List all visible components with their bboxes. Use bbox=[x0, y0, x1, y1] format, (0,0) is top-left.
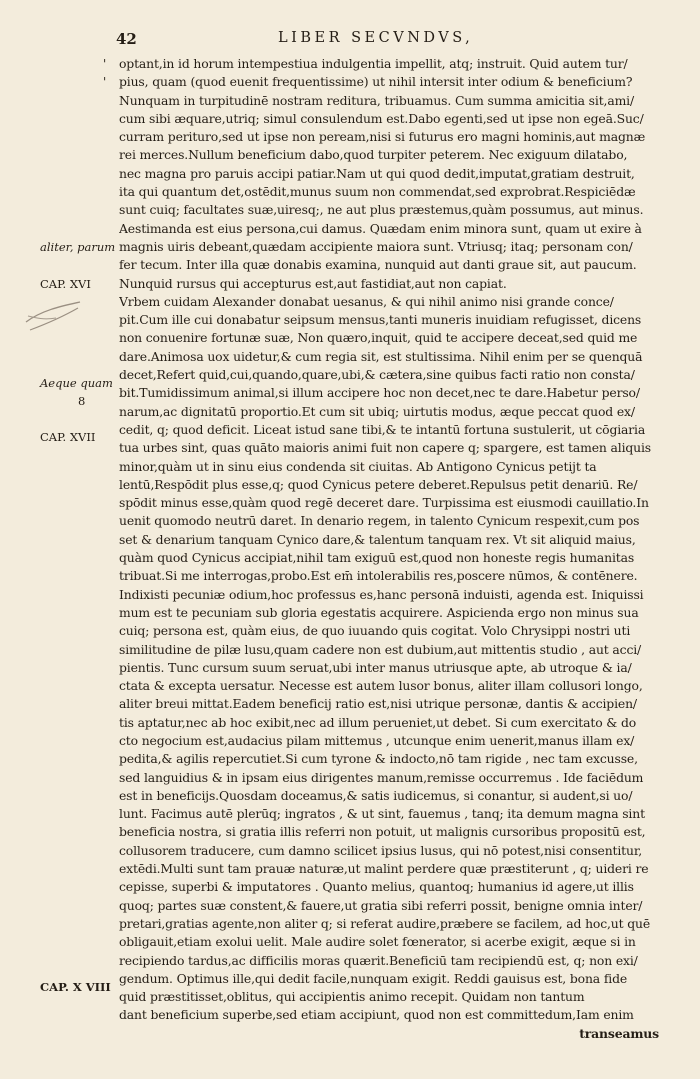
text-line: pit.Cum ille cui donabatur seipsum mensus,tanti muneris inuidiam refugisset, dicens bbox=[119, 312, 642, 328]
text-line: pretari,gratias agente,non aliter q; si referat audire,præbere se facilem, ad hoc,ut quē bbox=[119, 915, 651, 931]
text-line: uenit quomodo neutrū daret. In denario regem, in talento Cynicum respexit,cum pos bbox=[119, 513, 640, 529]
text-line: pientis. Tunc cursum suum seruat,ubi inter manus utriusque apte, ab utroque & ia/ bbox=[119, 659, 632, 675]
text-line: set & denarium tanquam Cynico dare,& talentum tanquam rex. Vt sit aliquid maius, bbox=[119, 531, 636, 547]
text-line: nec magna pro paruis accipi patiar.Nam ut qui quod dedit,imputat,gratiam destruit, bbox=[119, 165, 635, 181]
text-line: est in beneficijs.Quosdam doceamus,& satis iudicemus, si conantur, si audent,si uo/ bbox=[119, 787, 633, 803]
text-line: gendum. Optimus ille,qui dedit facile,nunquam exigit. Reddi gauisus est, bona fide bbox=[119, 970, 628, 986]
text-line: Aestimanda est eius persona,cui damus. Quædam enim minora sunt, quam ut exire à bbox=[119, 220, 642, 236]
text-line: cepisse, superbi & imputatores . Quanto melius, quantoq; humanius id agere,ut illis bbox=[119, 879, 634, 895]
text-line: Vrbem cuidam Alexander donabat uesanus, & qui nihil animo nisi grande conce/ bbox=[119, 293, 614, 309]
chapter-marker-17: CAP. XVII bbox=[40, 430, 96, 444]
text-line: Indixisti pecuniæ odium,hoc professus es,hanc personā induisti, agenda est. Iniquissi bbox=[119, 586, 644, 602]
margin-note-number: 8 bbox=[78, 394, 86, 408]
page-number: 42 bbox=[116, 30, 137, 48]
text-line: lentū,Respōdit plus esse,q; quod Cynicus petere deberet.Repulsus petit denariū. Re/ bbox=[119, 476, 638, 492]
text-line: decet,Refert quid,cui,quando,quare,ubi,& cætera,sine quibus facti ratio non consta/ bbox=[119, 367, 635, 383]
text-line: spōdit minus esse,quàm quod regē deceret dare. Turpissima est eiusmodi cauillatio.In bbox=[119, 495, 649, 511]
text-line: cedit, q; quod deficit. Liceat istud sane tibi,& te intantū fortuna sustulerit, ut cōgiaria bbox=[119, 421, 646, 437]
text-line: extēdi.Multi sunt tam prauæ naturæ,ut malint perdere quæ præstiterunt , q; uideri re bbox=[119, 861, 649, 877]
text-line: minor,quàm ut in sinu eius condenda sit ciuitas. Ab Antigono Cynicus petijt ta bbox=[119, 458, 597, 474]
text-line: obligauit,etiam exolui uelit. Male audire solet fœnerator, si acerbe exigit, æque si in bbox=[119, 934, 636, 950]
text-line: Nunquam in turpitudinē nostram reditura, tribuamus. Cum summa amicitia sit,ami/ bbox=[119, 92, 635, 108]
chapter-marker-18: CAP. X VIII bbox=[40, 980, 111, 994]
text-line: quoq; partes suæ constent,& fauere,ut gratia sibi referri possit, benigne omnia inter/ bbox=[119, 897, 643, 913]
text-line: pius, quam (quod euenit frequentissime) ut nihil intersit inter odium & beneficium? bbox=[119, 74, 633, 90]
text-line: tribuat.Si me interrogas,probo.Est em̄ intolerabilis res,poscere nūmos, & contēnere. bbox=[119, 568, 638, 584]
catchword: transeamus bbox=[579, 1025, 659, 1041]
text-line: rei merces.Nullum beneficium dabo,quod turpiter peterem. Nec exiguum dilatabo, bbox=[119, 147, 628, 163]
margin-mark: ' bbox=[103, 75, 107, 89]
text-line: mum est te pecuniam sub gloria egestatis acquirere. Aspicienda ergo non minus sua bbox=[119, 604, 639, 620]
running-head: LIBER SECVNDVS, bbox=[278, 30, 474, 46]
text-line: collusorem traducere, cum damno scilicet ipsius lusus, qui nō potest,nisi consentitur, bbox=[119, 842, 643, 858]
margin-note-aliter: aliter, parum bbox=[40, 240, 116, 254]
text-line: cto negocium est,audacius pilam mittemus , utcunque enim uenerit,manus illam ex/ bbox=[119, 732, 635, 748]
text-line: ita qui quantum det,ostēdit,munus suum non commendat,sed exprobrat.Respiciēdæ bbox=[119, 184, 636, 200]
text-line: cum sibi æquare,utriq; simul consulendum est.Dabo egenti,sed ut ipse non egeā.Suc/ bbox=[119, 110, 644, 126]
text-line: dare.Animosa uox uidetur,& cum regia sit, est stultissima. Nihil enim per se quenquā bbox=[119, 348, 643, 364]
text-line: tis aptatur,nec ab hoc exibit,nec ad illum perueniet,ut debet. Si cum exercitato & do bbox=[119, 714, 637, 730]
text-line: sunt cuiq; facultates suæ,uiresq;, ne aut plus præstemus,quàm possumus, aut minus. bbox=[119, 202, 644, 218]
text-line: cuiq; persona est, quàm eius, de quo iuuando quis cogitat. Volo Chrysippi nostri uti bbox=[119, 623, 631, 639]
margin-note-aeque: Aeque quam bbox=[40, 376, 113, 390]
text-line: ctata & excepta uersatur. Necesse est autem lusor bonus, aliter illam collusori longo, bbox=[119, 678, 643, 694]
text-line: optant,in id horum intempestiua indulgentia impellit, atq; instruit. Quid autem tur/ bbox=[119, 56, 628, 71]
text-line: fer tecum. Inter illa quæ donabis examina, nunquid aut danti graue sit, aut paucum. bbox=[119, 257, 637, 273]
text-line: curram perituro,sed ut ipse non peream,nisi si futurus ero magni hominis,aut magnæ bbox=[119, 129, 646, 145]
text-line: dant beneficium superbe,sed etiam accipiunt, quod non est committedum,Iam enim bbox=[119, 1007, 634, 1023]
page-header bbox=[0, 30, 700, 50]
text-line: sed languidius & in ipsam eius dirigentes manum,remisse occurremus . Ide faciēdum bbox=[119, 769, 644, 785]
text-line: quid præstitisset,oblitus, qui accipientis animo recepit. Quidam non tantum bbox=[119, 989, 585, 1005]
text-line: pedita,& agilis repercutiet.Si cum tyrone & indocto,nō tam rigide , nec tam excusse, bbox=[119, 751, 638, 767]
chapter-marker-16: CAP. XVI bbox=[40, 277, 91, 291]
text-line: non conuenire fortunæ suæ, Non quæro,inquit, quid te accipere deceat,sed quid me bbox=[119, 330, 638, 346]
text-line: tua urbes sint, quas quāto maioris animi fuit non capere q; spargere, est tamen aliquis bbox=[119, 440, 652, 456]
margin-mark: ' bbox=[103, 57, 107, 71]
text-line: quàm quod Cynicus accipiat,nihil tam exiguū est,quod non honeste regis humanitas bbox=[119, 550, 635, 566]
pencil-annotation-icon bbox=[22, 296, 86, 338]
body-text bbox=[119, 55, 659, 1043]
text-line: magnis uiris debeant,quædam accipiente maiora sunt. Vtriusq; itaq; personam con/ bbox=[119, 238, 633, 254]
text-line: similitudine de pilæ lusu,quam cadere non est dubium,aut mittentis studio , aut acci/ bbox=[119, 641, 642, 657]
text-line: Nunquid rursus qui accepturus est,aut fastidiat,aut non capiat. bbox=[119, 275, 507, 291]
text-line: aliter breui mittat.Eadem beneficij ratio est,nisi utrique personæ, dantis & accipien/ bbox=[119, 696, 637, 712]
text-line: lunt. Facimus autē plerūq; ingratos , & ut sint, fauemus , tanq; ita demum magna sint bbox=[119, 806, 645, 822]
text-line: narum,ac dignitatū proportio.Et cum sit ubiq; uirtutis modus, æque peccat quod ex/ bbox=[119, 403, 635, 419]
text-line: beneficia nostra, si gratia illis referri non potuit, ut malignis cursoribus propositū est, bbox=[119, 824, 646, 840]
text-line: bit.Tumidissimum animal,si illum accipere hoc non decet,nec te dare.Habetur perso/ bbox=[119, 385, 640, 401]
text-line: recipiendo tardus,ac difficilis moras quærit.Beneficiū tam recipiendū est, q; non exi/ bbox=[119, 952, 638, 968]
